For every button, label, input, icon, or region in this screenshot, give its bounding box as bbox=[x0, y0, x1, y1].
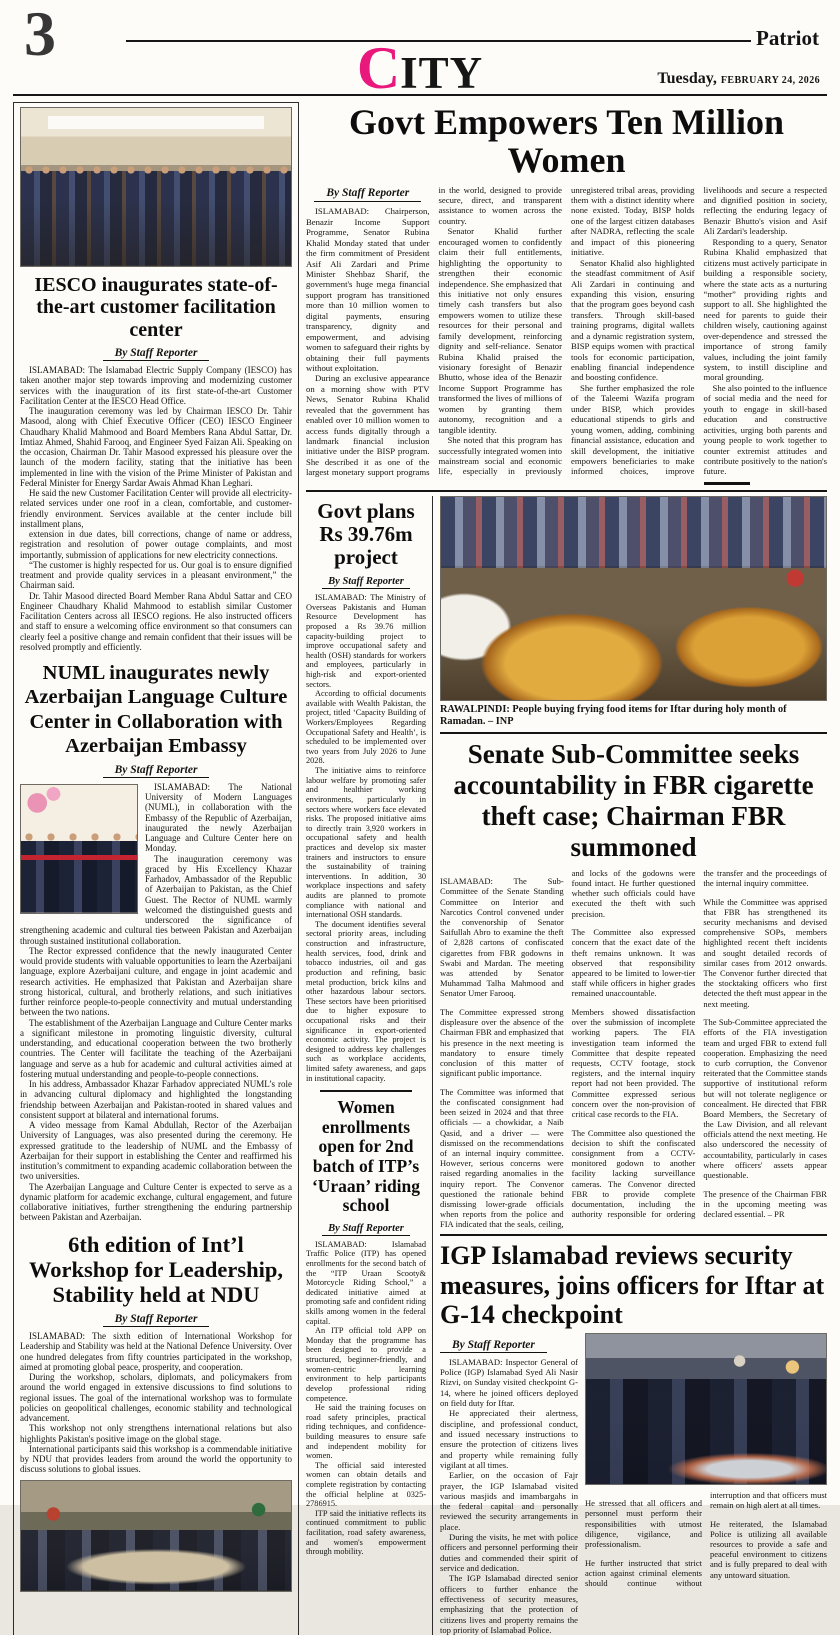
paragraph: According to official documents available with Wealth Pakistan, the project, titled ‘Capacity Building of Workers/Employees Regarding Occupational Safety and Health’, is scheduled to be implemented over two years from July 2026 to June 2028. bbox=[306, 689, 426, 766]
paragraph: “The customer is highly respected for us. Our goal is to ensure dignified treatment and provide quality services in a pleasant environment,” the Chairman said. bbox=[20, 559, 292, 591]
paragraph: Senator Khalid further encouraged women to confidently claim their full entitlements, highlighting the opportunity to strengthen their economic independence. She emphasized that this initiative not only ensures timely cash transfers but also empowers women to utilize these resources for their personal and family development, reinforcing dignity and self-reliance. Senator Rubina Khalid praised the visionary foresight of Benazir Bhutto, whose idea of the Benazir Income Support Programme has transformed the lives of millions of women by granting them autonomy, recognition and a tangible identity. bbox=[438, 226, 563, 435]
caption-rule bbox=[440, 732, 827, 734]
paragraph: ISLAMABAD: The Ministry of Overseas Pakistanis and Human Resource Development has proposed a Rs 39.76 million capacity-building project to improve occupational safety and health (OSH) standards for workers and employees, particularly in high-risk and export-oriented sectors. bbox=[306, 593, 426, 689]
paragraph: He said the training focuses on road safety principles, practical riding techniques, and confidence-building measures to ensure safe and independent mobility for women. bbox=[306, 1403, 426, 1461]
byline: By Staff Reporter bbox=[103, 1313, 210, 1327]
igp-column1-body bbox=[440, 1357, 578, 1635]
paragraph: The IGP Islamabad directed senior officers to further enhance the effectiveness of security measures, emphasizing that the protection of citizens lives and property remains the top priority of Islamabad Police. bbox=[440, 1573, 578, 1635]
masthead: Patriot bbox=[751, 28, 824, 49]
iesco-article-body bbox=[20, 365, 292, 652]
section-title bbox=[0, 35, 840, 101]
paragraph: Senator Khalid also highlighted the steadfast commitment of Asif Ali Zardari in continuing and expanding this vision, ensuring that the program goes beyond cash transfers. Through skill-based training programs, digital wallets and a dynamic registration system, BISP equips women with practical tools for economic participation, enabling financial independence and boosting confidence. bbox=[571, 257, 695, 383]
women-enrollment-headline: Women enrollments open for 2nd batch of ITP’s ‘Uraan’ riding school bbox=[311, 1097, 421, 1216]
issue-date bbox=[657, 70, 820, 88]
paragraph: He further instructed that strict action against criminal elements should continue without interruption and that officers must remain on high alert at all times. bbox=[585, 1489, 827, 1589]
paragraph: The presence of the Chairman FBR in the upcoming meeting was declared essential. – PR bbox=[703, 1188, 827, 1220]
ndu-headline: 6th edition of Int’l Workshop for Leadership, Stability held at NDU bbox=[28, 1231, 283, 1308]
right-column-block bbox=[432, 496, 827, 1635]
main-section bbox=[306, 102, 827, 1635]
paragraph: The Committee also questioned the decision to shift the confiscated consignment from a CCTV-monitored godown to another facility lacking surveillance cameras. The Convenor directed FBR to provide complete documentation, including the authority responsible for ordering the transfer and the proceedings of the internal inquiry committee. bbox=[571, 867, 827, 1220]
paragraph: ISLAMABAD: The Islamabad Electric Supply Company (IESCO) has taken another major step towards improving and modernizing customer services with the inauguration of its first state-of-the-art Customer Facilitation Center at the IESCO Head Office. bbox=[20, 365, 292, 406]
paragraph: He stressed that all officers and personnel must perform their responsibilities with utmost diligence, vigilance, and professionalism. bbox=[585, 1498, 702, 1550]
issue-date-caps: FEBRUARY 24, 2026 bbox=[720, 75, 820, 86]
paragraph: He appreciated their alertness, discipline, and professional conduct, and issued necessary instructions to ensure the protection of citizens lives and property while remaining fully vigilant at all times. bbox=[440, 1408, 578, 1470]
paragraph: ISLAMABAD: Inspector General of Police (IGP) Islamabad Syed Ali Nasir Rizvi, on Sunday visited checkpoint G-14, where he joined officers deployed on field duty for Iftar. bbox=[440, 1356, 578, 1409]
ramadan-bazaar-photo bbox=[440, 496, 827, 701]
paragraph: The Committee expressed strong displeasure over the absence of the Chairman FBR and emphasized that his presence in the next meeting is mandatory to ensure timely conclusion of this matter of significant public importance. bbox=[440, 1007, 564, 1079]
paragraph: Dr. Tahir Masood directed Board Member Rana Abdul Sattar and CEO Engineer Chaudhary Khalid Mahmood to establish similar Customer Facilitation Centers across all IESCO regions. He also instructed officers and staff to ensure a welcoming office environment so that consumers can clearly feel a positive change and remain confident that their issues will be resolved promptly and efficiently. bbox=[20, 590, 292, 652]
paragraph: The document identifies several sectoral priority areas, including construction and infrastructure, health services, food, drink and tobacco industries, oil and gas production and refining, basic metal production, brick kilns and other hazardous labour sectors. These sectors have been prioritised due to higher exposure to occupational risks and their significance in export-oriented economic activity. The project is designed to address key challenges such as workplace accidents, limited safety awareness, and gaps in institutional capacity. bbox=[306, 919, 426, 1083]
paragraph: A video message from Kamal Abdullah, Rector of the Azerbaijan University of Languages, was also presented during the ceremony. He expressed gratitude to the leadership of NUML and the Embassy of Azerbaijan for their support in establishing the Center and reaffirmed his institution’s commitment to expanding academic collaboration between the two universities. bbox=[20, 1120, 292, 1182]
iesco-headline: IESCO inaugurates state-of-the-art customer facilitation center bbox=[34, 274, 278, 341]
page-header bbox=[0, 0, 840, 101]
paragraph: The Azerbaijan Language and Culture Center is expected to serve as a dynamic platform for academic exchange, cultural engagement, and future collaborative initiatives, further strengthening the enduring partnership between Pakistan and Azerbaijan. bbox=[20, 1181, 292, 1223]
main-headline: Govt Empowers Ten Million Women bbox=[348, 102, 785, 180]
paragraph: She further emphasized the role of the Taleemi Wazifa program under BISP, which provides educational stipends to girls and young women, adding, combining financial assistance, education and skill development, the initiative empowers beneficiaries to make informed choices, improve livelihoods and secure a respected and dignified position in society, reflecting the enduring legacy of Benazir Bhutto's vision and Asif Ali Zardari's leadership. bbox=[571, 184, 827, 477]
govt-project-headline: Govt plans Rs 39.76m project bbox=[317, 498, 415, 570]
end-of-story-rule bbox=[704, 482, 750, 485]
paragraph: She also pointed to the influence of social media and the need for youth to engage in skill-based education and constructive activities, urging both parents and young people to work together to counter extremist attitudes and contribute positively to the nation's future. bbox=[703, 382, 827, 477]
paragraph: The inauguration ceremony was graced by His Excellency Khazar Farhadov, Ambassador of the Republic of Azerbaijan to Pakistan, as the Chief Guest. The Rector of NUML warmly welcomed the distinguished guests and underscored the significance of strengthening academic and cultural ties between Pakistan and Azerbaijan through sustained institutional collaboration. bbox=[20, 853, 292, 946]
ndu-workshop-photo bbox=[20, 1480, 292, 1592]
paragraph: He said the new Customer Facilitation Center will provide all electricity-related services under one roof in a clean, comfortable, and customer-friendly environment. Services available at the center include bill installment plans, bbox=[20, 488, 292, 529]
byline: By Staff Reporter bbox=[103, 347, 210, 361]
paragraph: The Sub-Committee appreciated the efforts of the FIA investigation team and urged FBR to extend full cooperation. Emphasizing the need to curb corruption, the Convenor reiterated that the Committee stands supportive of institutional reform but will not tolerate negligence or concealment. He directed that FBR Board Members, the Secretary of the Law Division, and all relevant officials attend the next meeting. He also underscored the necessity of accountability, particularly in cases where officers' assets appear questionable. bbox=[703, 1017, 827, 1181]
paragraph: The initiative aims to reinforce labour welfare by promoting safer and healthier working environments, particularly in sectors where workers face elevated risks. The proposed initiative aims to directly train 3,920 workers in occupational safety and health practices and develop six master trainers and instructors to ensure the sustainability of training interventions. In addition, 30 workplace inspections and safety audits are planned to promote compliance with national and international OSH standards. bbox=[306, 766, 426, 920]
igp-continued-body bbox=[585, 1490, 827, 1589]
section-title-rest: ITY bbox=[400, 48, 484, 98]
igp-article bbox=[440, 1333, 827, 1635]
paragraph: She noted that this program has successfully integrated women into mainstream social and economic life, especially in previously unregistered tribal areas, providing them with a distinct identity where none existed. Today, BISP holds one of the largest citizen databases after NADRA, reflecting the scale and impact of this pioneering initiative. bbox=[438, 184, 695, 477]
paragraph: The inauguration ceremony was led by Chairman IESCO Dr. Tahir Masood, along with Chief Executive Officer (CEO) IESCO Engineer Chaudhary Khalid Mahmood and Board Members Rana Abdul Sattar, Dr. Imtiaz Ahmed, Shahid Farooq, and Engineer Syed Faizan Ali. Speaking on the occasion, Chairman Dr. Tahir Masood expressed his pleasure over the launch of the modern facility, stating that the initiative has been implemented in line with the vision of the Prime Minister of Pakistan and Federal Minister for Energy Sardar Awais Ahmad Khan Leghari. bbox=[20, 406, 292, 488]
paragraph: extension in due dates, bill corrections, change of name or address, registration and resolution of power outage complaints, and most importantly, submission of applications for new electricity connections. bbox=[20, 529, 292, 560]
byline: By Staff Reporter bbox=[322, 576, 410, 589]
paragraph: ISLAMABAD: The National University of Modern Languages (NUML), in collaboration with the Embassy of the Republic of Azerbaijan, inaugurated the newly Azerbaijan Language and Culture Center here on Monday. bbox=[145, 781, 292, 854]
govt-project-body bbox=[306, 593, 426, 1083]
paragraph: ISLAMABAD: The Sub-Committee of the Senate Standing Committee on Interior and Narcotics Control convened under the convenorship of Senator Saifullah Abro to examine the theft of 2,828 cartons of confiscated cigarettes from FBR godowns in Swabi and Mardan. The meeting was attended by Senator Muhammad Talha Mahmood and Senator Umer Farooq. bbox=[440, 876, 564, 999]
paragraph: ISLAMABAD: Chairperson, Benazir Income Support Programme, Senator Rubina Khalid Monday stated that under the firm commitment of President Asif Ali Zardari and Prime Minister Shehbaz Sharif, the government's huge mega financial support program has transitioned more than 10 million women to digital payments, ensuring transparency, dignity and empowerment, and advising women to safeguard their rights by obtaining their full payments without exploitation. bbox=[306, 206, 430, 373]
page-number: 3 bbox=[24, 0, 56, 69]
issue-date-day: Tuesday, bbox=[657, 70, 717, 87]
byline: By Staff Reporter bbox=[322, 1223, 410, 1236]
middle-narrow-column bbox=[306, 496, 432, 1635]
paragraph: During the workshop, scholars, diplomats, and policymakers from around the world engaged in extensive discussions to find solutions to regional issues. The goal of the international workshop was to formulate policies on geopolitical challenges, economic stability and technological advancement. bbox=[20, 1372, 292, 1424]
paragraph: An ITP official told APP on Monday that the programme has been designed to provide a structured, beginner-friendly, and women-centric learning environment to help participants develop professional riding competence. bbox=[306, 1326, 426, 1403]
section-title-initial: C bbox=[356, 35, 401, 101]
senate-headline: Senate Sub-Committee seeks accountability in FBR cigarette theft case; Chairman FBR summoned bbox=[453, 738, 814, 863]
main-article-body bbox=[306, 185, 827, 485]
paragraph: The Rector expressed confidence that the newly inaugurated Center would provide students with valuable opportunities to learn the Azerbaijani language, explore Azerbaijani culture, and engage in joint academic and research activities. He emphasized that Pakistan and Azerbaijan share strong historical, cultural, and brotherly relations, and such initiatives further reinforce people-to-people connectivity and mutual understanding between the two nations. bbox=[20, 945, 292, 1018]
paragraph: International participants said this workshop is a commendable initiative by NDU that provides leaders from around the world the opportunity to discuss solutions to global issues. bbox=[20, 1443, 292, 1475]
byline: By Staff Reporter bbox=[103, 764, 210, 778]
paragraph: Responding to a query, Senator Rubina Khalid emphasized that citizens must actively participate in building a responsible society, where the state acts as a nurturing “mother” providing rights and support to all. She highlighted the need for parents to guide their children wisely, cautioning against over-dependence and stressed the importance of strong family values, including the joint family system, to instill discipline and moral grounding. bbox=[703, 236, 827, 383]
paragraph: In his address, Ambassador Khazar Farhadov appreciated NUML’s role in advancing cultural diplomacy and highlighted the longstanding friendship between Azerbaijan and Pakistan-rooted in shared values and consistent support at bilateral and international forums. bbox=[20, 1079, 292, 1120]
paragraph: The Committee also expressed concern that the exact date of the theft remains unknown. It was observed that responsibility appeared to be limited to lower-tier staff while officers in higher grades remained unaccountable. bbox=[571, 927, 696, 999]
paragraph: During the visits, he met with police officers and personnel performing their duties and commended their spirit of service and dedication. bbox=[440, 1532, 578, 1574]
paragraph: While the Committee was apprised that FBR has strengthened its security mechanisms and devised comprehensive SOPs, members highlighted recent theft incidents and sought detailed records of similar cases from 2012 onwards. The Convenor further directed that the stocktaking officers who first detected the theft must appear in the next meeting. bbox=[703, 896, 827, 1009]
numl-ribbon-cutting-photo bbox=[20, 784, 138, 914]
section-divider-rule bbox=[306, 490, 827, 492]
paragraph: The Committee was informed that the confiscated consignment had been seized in 2024 and that three officials — a chowkidar, a Naib Qasid, and a driver — were dismissed on the recommendations of an internal inquiry committee. However, serious concerns were raised regarding anomalies in the inquiry report. The Convenor questioned the rationale behind dismissing lower-grade officials when reports from the police and FIA indicated that the seals, ceiling, and locks of the godowns were found intact. He further questioned whether such officials could have executed the theft with such precision. bbox=[440, 867, 696, 1230]
ndu-article-body bbox=[20, 1331, 292, 1475]
iesco-event-photo bbox=[20, 107, 292, 267]
paragraph: ISLAMABAD: Islamabad Traffic Police (ITP) has opened enrollments for the second batch of the “ITP Uraan Scooty& Motorcycle Riding School,” a dedicated initiative aimed at promoting safe and confident riding skills among women in the federal capital. bbox=[306, 1239, 426, 1326]
numl-headline: NUML inaugurates newly Azerbaijan Language Culture Center in Collaboration with Azerbaijan Embassy bbox=[24, 662, 288, 757]
igp-iftar-photo bbox=[585, 1333, 827, 1485]
paragraph: ISLAMABAD: The sixth edition of International Workshop for Leadership and Stability was held at the National Defence University. Over one hundred delegates from fifty countries participated in the workshop, aimed at promoting global peace, prosperity, and cooperation. bbox=[20, 1331, 292, 1372]
photo-caption: RAWALPINDI: People buying frying food items for Iftar during holy month of Ramadan. – INP bbox=[440, 703, 787, 728]
byline: By Staff Reporter bbox=[440, 1339, 547, 1353]
senate-article-body bbox=[440, 868, 827, 1230]
paragraph: The establishment of the Azerbaijan Language and Culture Center marks a significant milestone in promoting linguistic diversity, cultural understanding, and educational cooperation between the two brotherly countries. The Center will facilitate the teaching of the Azerbaijani language and serve as a hub for academic and cultural activities aimed at fostering mutual understanding and people-to-people connections. bbox=[20, 1017, 292, 1079]
paragraph: Members showed dissatisfaction over the submission of incomplete working papers. The FIA investigation team informed the Committee that despite repeated requests, CCTV footage, stock registers, and the internal inquiry report had not been provided. The Committee expressed serious concern over the non-provision of critical case records to the FIA. bbox=[571, 1007, 696, 1119]
paragraph: The official said interested women can obtain details and complete registration by contacting the official helpline at 0325-2786915. bbox=[306, 1460, 426, 1509]
women-enrollment-body bbox=[306, 1240, 426, 1557]
igp-first-column bbox=[440, 1333, 578, 1635]
section-divider-rule bbox=[440, 1234, 827, 1236]
left-column bbox=[13, 102, 299, 1635]
paragraph: This workshop not only strengthens international relations but also highlights Pakistan's positive image on the global stage. bbox=[20, 1423, 292, 1444]
article-divider-rule bbox=[320, 1090, 412, 1092]
paragraph: ITP said the initiative reflects its continued commitment to public facilitation, road safety awareness, and women's empowerment through mobility. bbox=[306, 1508, 426, 1557]
paragraph: He reiterated, the Islamabad Police is utilizing all available resources to provide a safe and peaceful environment to citizens and is fully prepared to deal with any untoward situation. bbox=[710, 1518, 827, 1580]
paragraph: During an exclusive appearance on a morning show with PTV News, Senator Rubina Khalid revealed that the government has enabled over 10 million women to access funds digitally through a landmark financial inclusion initiative under the BISP program. She described it as one of the largest monetary support programs in the world, designed to provide secure, direct, and transparent assistance to women across the country. bbox=[306, 184, 562, 478]
igp-headline: IGP Islamabad reviews security measures, joins officers for Iftar at G-14 checkpoint bbox=[440, 1241, 825, 1329]
paragraph: Earlier, on the occasion of Fajr prayer, the IGP Islamabad visited various masjids and imambargahs in the federal capital and personally reviewed the security arrangements in place. bbox=[440, 1470, 578, 1532]
igp-photo-and-continuation bbox=[585, 1333, 827, 1635]
byline: By Staff Reporter bbox=[314, 187, 421, 203]
